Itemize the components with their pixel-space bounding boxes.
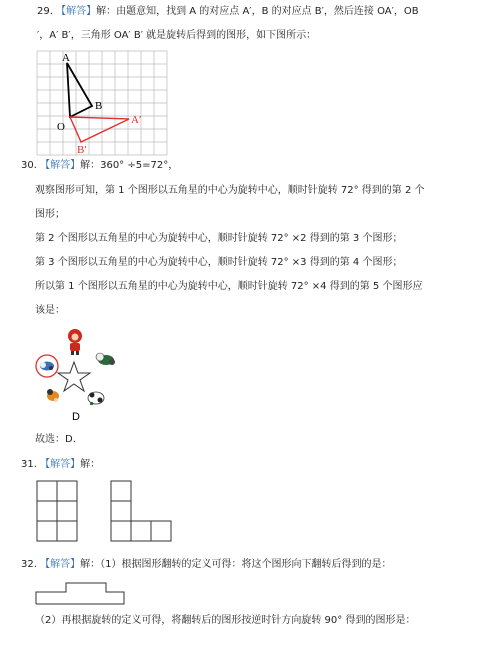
q30-answer-text: 故选：D. xyxy=(35,434,76,445)
q31-line-1 xyxy=(21,458,100,472)
q29-label-A-prime: A′ xyxy=(131,114,142,126)
star-icon xyxy=(58,362,90,391)
q31-shape-right xyxy=(111,481,171,541)
q29-label-B-prime: B′ xyxy=(77,144,87,156)
q30-answer xyxy=(35,433,76,447)
q30-line-2 xyxy=(35,184,425,198)
q31-shape-figures xyxy=(37,481,217,551)
q29-label-O: O xyxy=(57,121,65,133)
q30-line-1 xyxy=(21,159,178,173)
q29-rotation-figure xyxy=(37,51,177,156)
q32-line-1 xyxy=(21,558,391,572)
q30-text-7: 该是： xyxy=(35,305,65,316)
q29-label-A: A xyxy=(62,52,70,64)
mascot-top-icon xyxy=(68,329,82,355)
q29-line-1 xyxy=(37,5,419,19)
q29-line-2 xyxy=(37,29,316,43)
q31-answer-tag: 【解答】 xyxy=(40,459,81,470)
q32-line-2 xyxy=(35,614,415,628)
mascot-bottom-right-icon xyxy=(88,392,104,405)
q32-text-1: 解：（1）根据图形翻转的定义可得：将这个图形向下翻转后得到的是： xyxy=(80,559,392,570)
q30-line-3 xyxy=(35,208,65,222)
q32-answer-tag: 【解答】 xyxy=(40,559,81,570)
q31-number: 31. xyxy=(21,459,37,470)
q29-rotated-triangle xyxy=(70,117,129,142)
q30-text-1: 解：360° ÷5=72°， xyxy=(80,160,179,171)
q31-text-1: 解： xyxy=(80,459,101,470)
q30-line-4 xyxy=(35,232,402,246)
q30-text-2: 观察图形可知，第 1 个图形以五角星的中心为旋转中心，顺时针旋转 72° 得到的第 2 个 xyxy=(35,185,425,196)
mascot-bottom-left-icon xyxy=(47,389,59,402)
q29-text-2: ′，A′ B′，三角形 OA′ B′ 就是旋转后得到的图形，如下图所示： xyxy=(37,30,317,41)
q29-number: 29. xyxy=(37,6,53,17)
q31-shape-left xyxy=(37,481,77,541)
q30-text-6: 所以第 1 个图形以五角星的中心为旋转中心，顺时针旋转 72° ×4 得到的第 5 个图形应 xyxy=(35,281,423,292)
q30-text-3: 图形； xyxy=(35,209,65,220)
q30-text-4: 第 2 个图形以五角星的中心为旋转中心，顺时针旋转 72° ×2 得到的第 3 个图形； xyxy=(35,233,403,244)
q30-text-5: 第 3 个图形以五角星的中心为旋转中心，顺时针旋转 72° ×3 得到的第 4 个图形； xyxy=(35,257,403,268)
q29-text-1: 解：由题意知，找到 A 的对应点 A′，B 的对应点 B′，然后连接 OA′，OB xyxy=(96,6,419,17)
q30-star-figure xyxy=(34,326,154,426)
q32-flipped-figure xyxy=(36,582,136,604)
q30-line-5 xyxy=(35,256,402,270)
q29-answer-tag: 【解答】 xyxy=(56,6,97,17)
q32-number: 32. xyxy=(21,559,37,570)
q30-answer-tag: 【解答】 xyxy=(40,160,81,171)
q30-figure-label: D xyxy=(72,411,80,423)
q29-label-B: B xyxy=(95,100,103,112)
q30-number: 30. xyxy=(21,160,37,171)
mascot-left-circled-icon xyxy=(36,355,58,377)
q30-line-7 xyxy=(35,304,65,318)
q30-line-6 xyxy=(35,280,422,294)
mascot-right-icon xyxy=(96,353,115,365)
q32-text-2: （2）再根据旋转的定义可得，将翻转后的图形按逆时针方向旋转 90° 得到的图形是： xyxy=(35,615,416,626)
